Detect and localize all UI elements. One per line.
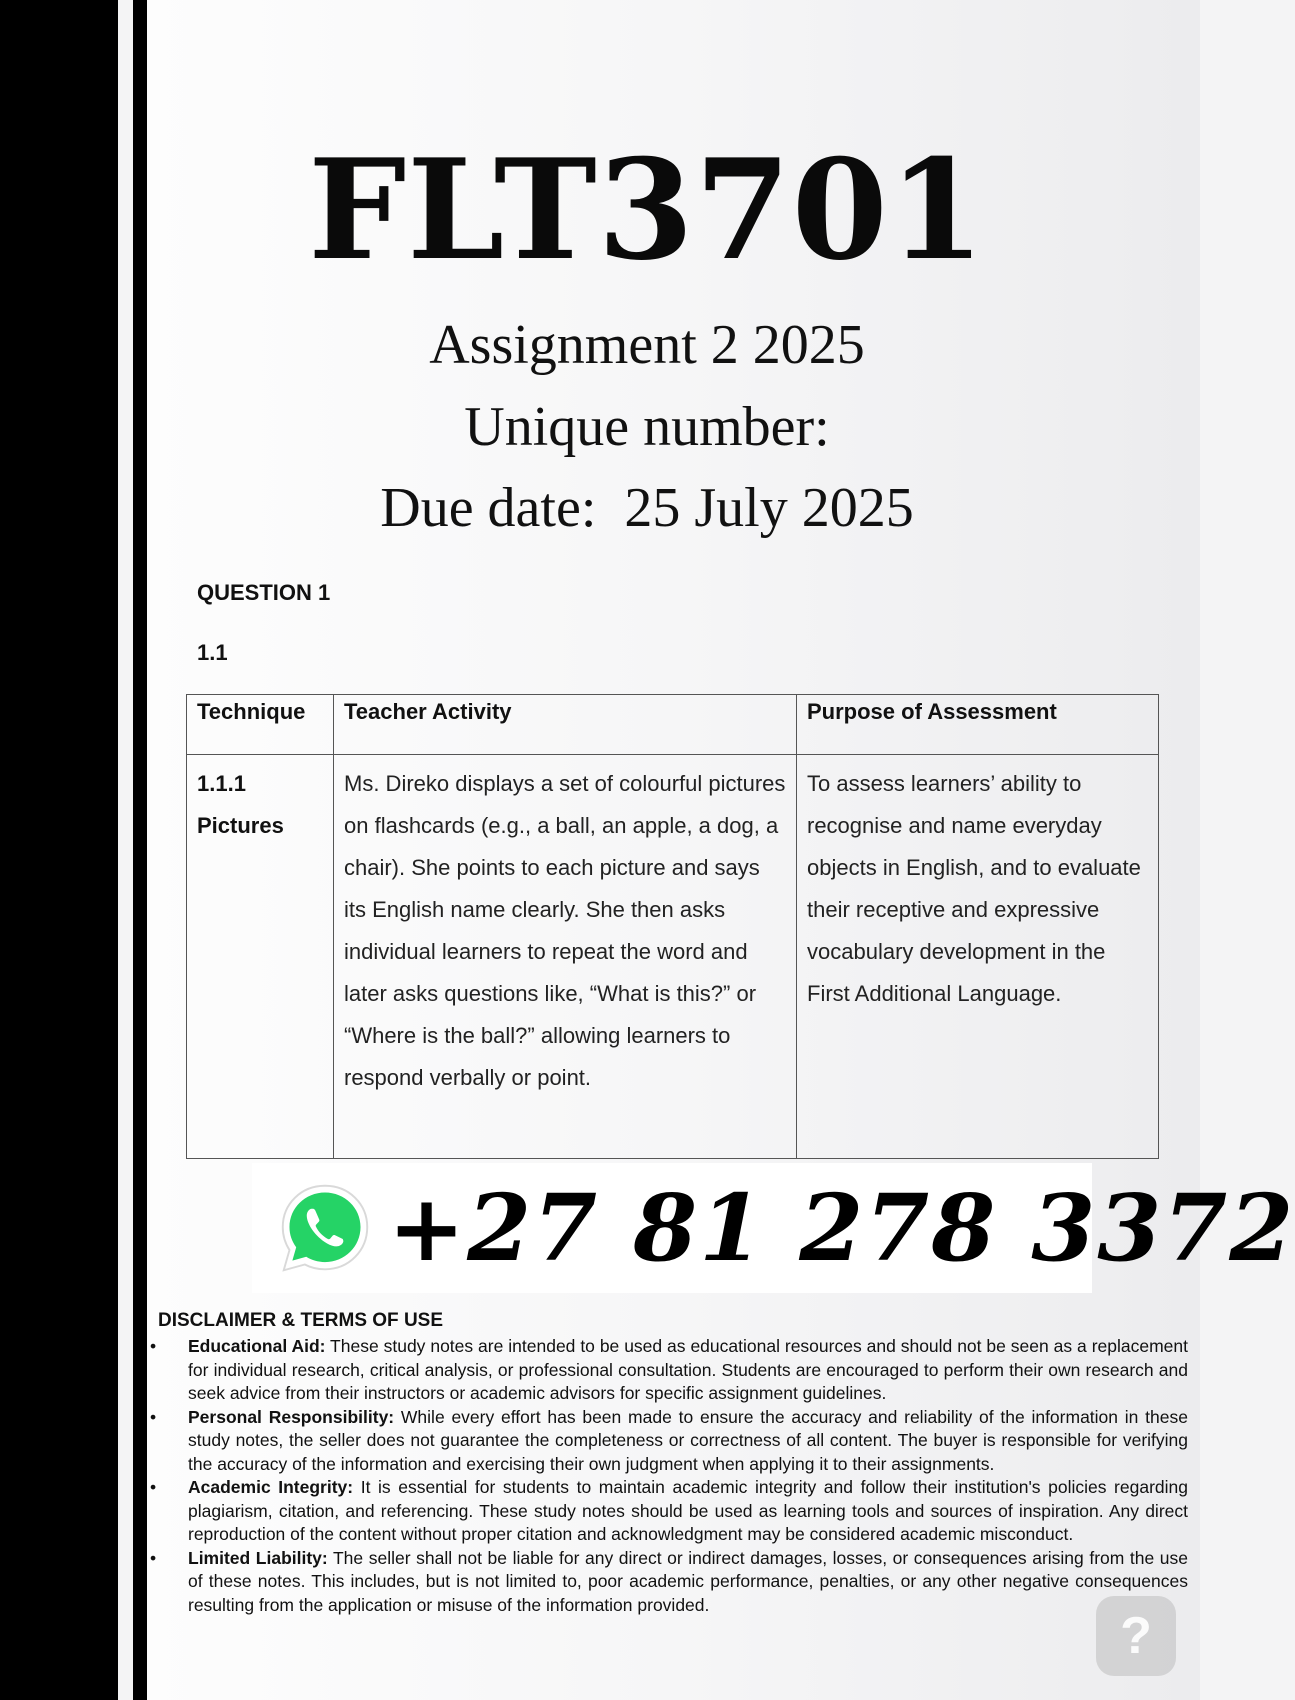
whatsapp-icon [277, 1180, 373, 1276]
table-header-row [187, 695, 1159, 755]
disclaimer-list [150, 1335, 1188, 1617]
header-technique: Technique [187, 695, 334, 755]
bullet: • [150, 1477, 157, 1497]
header-purpose: Purpose of Assessment [797, 695, 1159, 755]
unique-number-label: Unique number: [464, 396, 830, 458]
bullet: • [150, 1547, 157, 1568]
list-item [150, 1547, 1188, 1618]
term-label-academic-integrity: Academic Integrity: [188, 1477, 354, 1497]
term-label-limited-liability: Limited Liability: [188, 1547, 328, 1568]
term-text-academic-integrity: It is essential for students to maintain academic integrity and follow their institution's policies regarding plagiarism, citation, and referencing. These study notes should be used as learning tools and sources of inspiration. Any direct reproduction of the content without proper citation and acknowledgment may be considered academic misconduct. [188, 1477, 1188, 1544]
technique-cell [187, 755, 334, 1159]
course-code-title: FLT3701 [308, 128, 986, 291]
term-text-educational-aid: These study notes are intended to be used as educational resources and should not be seen as a replacement for individual research, critical analysis, or professional consultation. Students are encouraged to perform their own research and seek advice from their instructors or academic advisors for specific assignment guidelines. [188, 1336, 1188, 1403]
whatsapp-bubble [289, 1192, 360, 1262]
question-number: 1.1 [197, 640, 228, 665]
question-heading: QUESTION 1 [197, 580, 331, 605]
term-text-limited-liability: The seller shall not be liable for any direct or indirect damages, losses, or consequences arising from the use of these notes. This includes, but is not limited to, poor academic performance, penalties, or any other negative consequences resulting from the application or misuse of the information provided. [188, 1547, 1189, 1615]
purpose-cell: To assess learners’ ability to recognise and name everyday objects in English, and to evaluate their receptive and expressive vocabulary development in the First Additional Language. [797, 755, 1159, 1159]
table-row [187, 755, 1159, 1159]
technique-name: Pictures [197, 813, 284, 838]
bullet: • [150, 1336, 157, 1356]
term-label-personal-responsibility: Personal Responsibility: [188, 1406, 395, 1427]
bullet: • [150, 1406, 157, 1427]
left-border-thin [133, 0, 147, 1700]
list-item [150, 1476, 1188, 1547]
assignment-title: Assignment 2 2025 [429, 314, 865, 376]
term-label-educational-aid: Educational Aid: [188, 1336, 326, 1356]
teacher-activity-cell: Ms. Direko displays a set of colourful pictures on flashcards (e.g., a ball, an apple, a dog, a chair). She points to each picture and says its English name clearly. She then asks individual learners to repeat the word and later asks questions like, “What is this?” or “Where is the ball?” allowing learners to respond verbally or point. [334, 755, 797, 1159]
technique-code: 1.1.1 [197, 771, 246, 796]
assessment-table [186, 694, 1159, 1159]
help-icon[interactable]: ? [1096, 1596, 1176, 1676]
list-item [150, 1335, 1188, 1406]
term-text-personal-responsibility: While every effort has been made to ensure the accuracy and reliability of the information in these study notes, the seller does not guarantee the completeness or correctness of all content. The buyer is responsible for verifying the accuracy of the information and exercising their own judgment when applying it to their assignments. [188, 1406, 1188, 1474]
disclaimer-title: DISCLAIMER & TERMS OF USE [158, 1310, 444, 1331]
left-border-thick [0, 0, 118, 1700]
header-teacher-activity: Teacher Activity [334, 695, 797, 755]
due-date: Due date: 25 July 2025 [380, 477, 914, 539]
list-item [150, 1406, 1188, 1477]
contact-phone-number: +27 81 278 3372 [388, 1174, 1295, 1282]
